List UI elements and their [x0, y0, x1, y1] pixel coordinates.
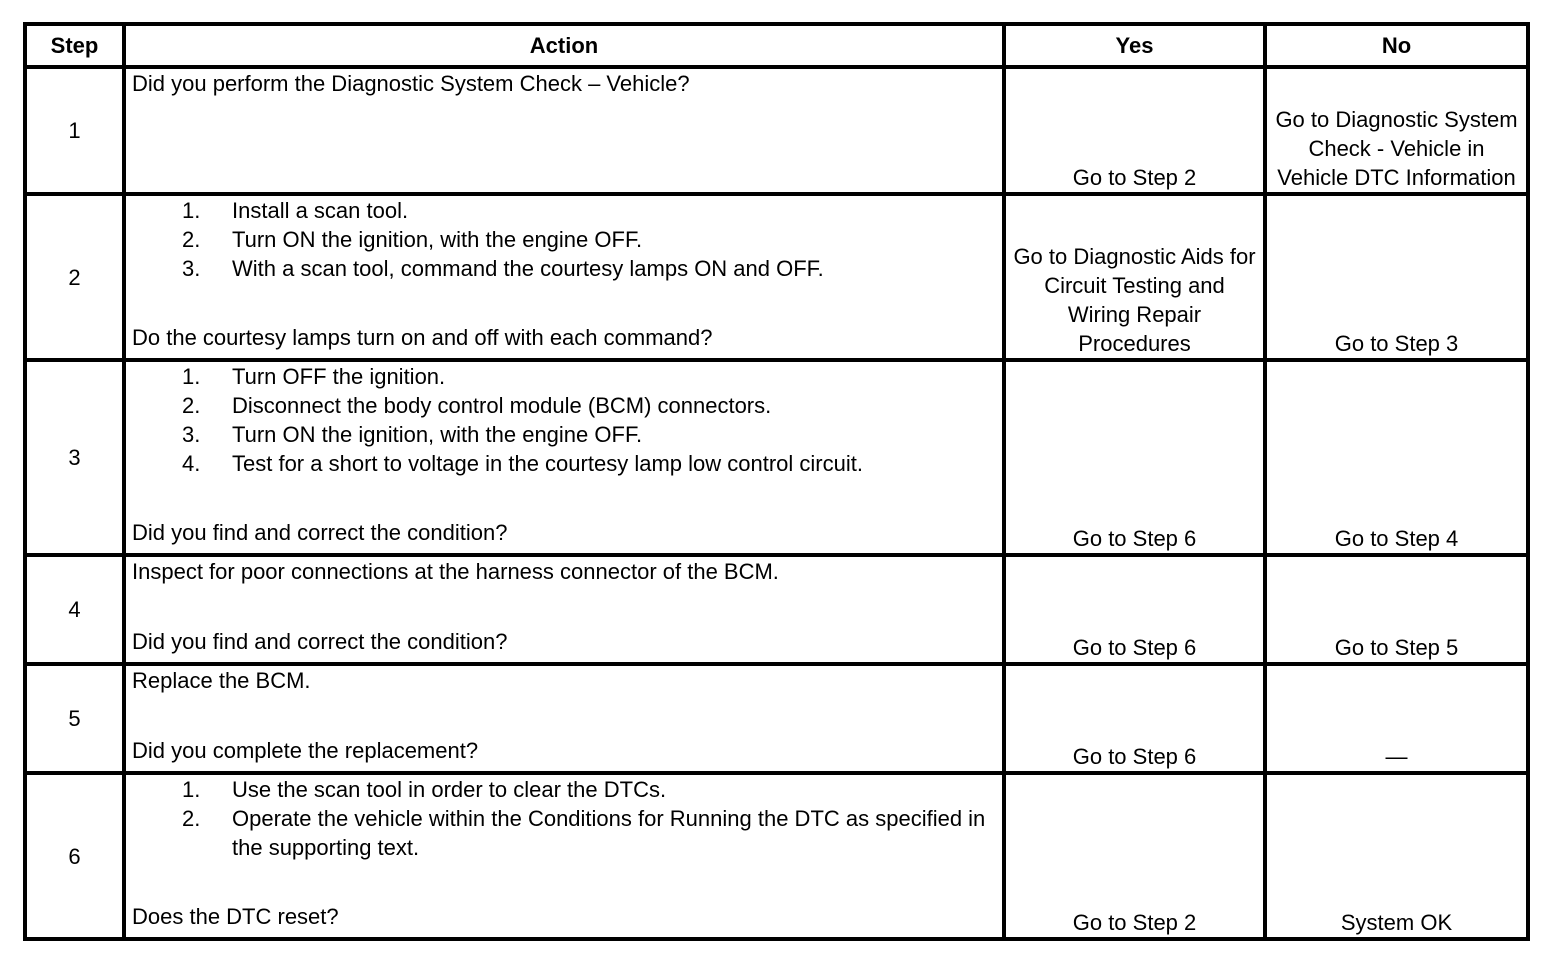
yes-cell: Go to Step 2 — [1004, 67, 1265, 194]
item-number: 3. — [182, 422, 201, 447]
item-number: 3. — [182, 256, 201, 281]
list-item — [132, 362, 996, 391]
yes-cell: Go to Step 6 — [1004, 555, 1265, 664]
step-number: 4 — [25, 555, 124, 664]
yes-cell: Go to Step 6 — [1004, 664, 1265, 773]
header-row — [25, 24, 1528, 67]
item-number: 2. — [182, 393, 201, 418]
item-text: Test for a short to voltage in the courtesy lamp low control circuit. — [232, 451, 863, 476]
no-cell: Go to Step 3 — [1265, 194, 1528, 360]
no-cell: — — [1265, 664, 1528, 773]
instruction-list — [132, 196, 996, 283]
item-text: Turn ON the ignition, with the engine OFF. — [232, 227, 643, 252]
action-cell — [124, 67, 1004, 194]
step-number: 5 — [25, 664, 124, 773]
item-number: 4. — [182, 451, 201, 476]
item-text: Operate the vehicle within the Conditions for Running the DTC as specified in the supporting text. — [232, 806, 986, 860]
instruction-list — [132, 362, 996, 478]
yes-cell: Go to Diagnostic Aids for Circuit Testing and Wiring Repair Procedures — [1004, 194, 1265, 360]
list-item — [132, 449, 996, 478]
yes-cell: Go to Step 6 — [1004, 360, 1265, 555]
table-row — [25, 555, 1528, 664]
item-text: With a scan tool, command the courtesy lamps ON and OFF. — [232, 256, 824, 281]
list-item — [132, 391, 996, 420]
list-item — [132, 420, 996, 449]
item-text: Disconnect the body control module (BCM) connectors. — [232, 393, 772, 418]
table-row — [25, 67, 1528, 194]
list-item — [132, 196, 996, 225]
table-row — [25, 360, 1528, 555]
item-number: 1. — [182, 198, 201, 223]
item-number: 2. — [182, 806, 201, 831]
step-number: 1 — [25, 67, 124, 194]
question-text: Does the DTC reset? — [132, 904, 339, 929]
diagnostic-table — [23, 22, 1530, 941]
no-cell: Go to Step 4 — [1265, 360, 1528, 555]
question-text: Do the courtesy lamps turn on and off with each command? — [132, 325, 713, 350]
list-item — [132, 804, 996, 862]
list-item — [132, 254, 996, 283]
action-text: Replace the BCM. — [132, 668, 311, 693]
header-action: Action — [124, 24, 1004, 67]
no-cell: Go to Diagnostic System Check - Vehicle in Vehicle DTC Information — [1265, 67, 1528, 194]
action-cell — [124, 555, 1004, 664]
item-number: 2. — [182, 227, 201, 252]
list-item — [132, 775, 996, 804]
question-text: Did you complete the replacement? — [132, 738, 479, 763]
question-text: Did you find and correct the condition? — [132, 629, 508, 654]
item-text: Use the scan tool in order to clear the DTCs. — [232, 777, 667, 802]
list-item — [132, 225, 996, 254]
action-text: Did you perform the Diagnostic System Check – Vehicle? — [132, 71, 690, 96]
table-row — [25, 194, 1528, 360]
header-yes: Yes — [1004, 24, 1265, 67]
item-text: Turn OFF the ignition. — [232, 364, 446, 389]
action-cell — [124, 664, 1004, 773]
item-number: 1. — [182, 777, 201, 802]
step-number: 2 — [25, 194, 124, 360]
no-cell: Go to Step 5 — [1265, 555, 1528, 664]
yes-cell: Go to Step 2 — [1004, 773, 1265, 939]
header-no: No — [1265, 24, 1528, 67]
item-text: Turn ON the ignition, with the engine OFF. — [232, 422, 643, 447]
step-number: 6 — [25, 773, 124, 939]
action-text: Inspect for poor connections at the harness connector of the BCM. — [132, 559, 779, 584]
item-number: 1. — [182, 364, 201, 389]
item-text: Install a scan tool. — [232, 198, 409, 223]
action-cell — [124, 194, 1004, 360]
action-cell — [124, 773, 1004, 939]
question-text: Did you find and correct the condition? — [132, 520, 508, 545]
step-number: 3 — [25, 360, 124, 555]
header-step: Step — [25, 24, 124, 67]
action-cell — [124, 360, 1004, 555]
table-row — [25, 664, 1528, 773]
instruction-list — [132, 775, 996, 862]
no-cell: System OK — [1265, 773, 1528, 939]
table-row — [25, 773, 1528, 939]
